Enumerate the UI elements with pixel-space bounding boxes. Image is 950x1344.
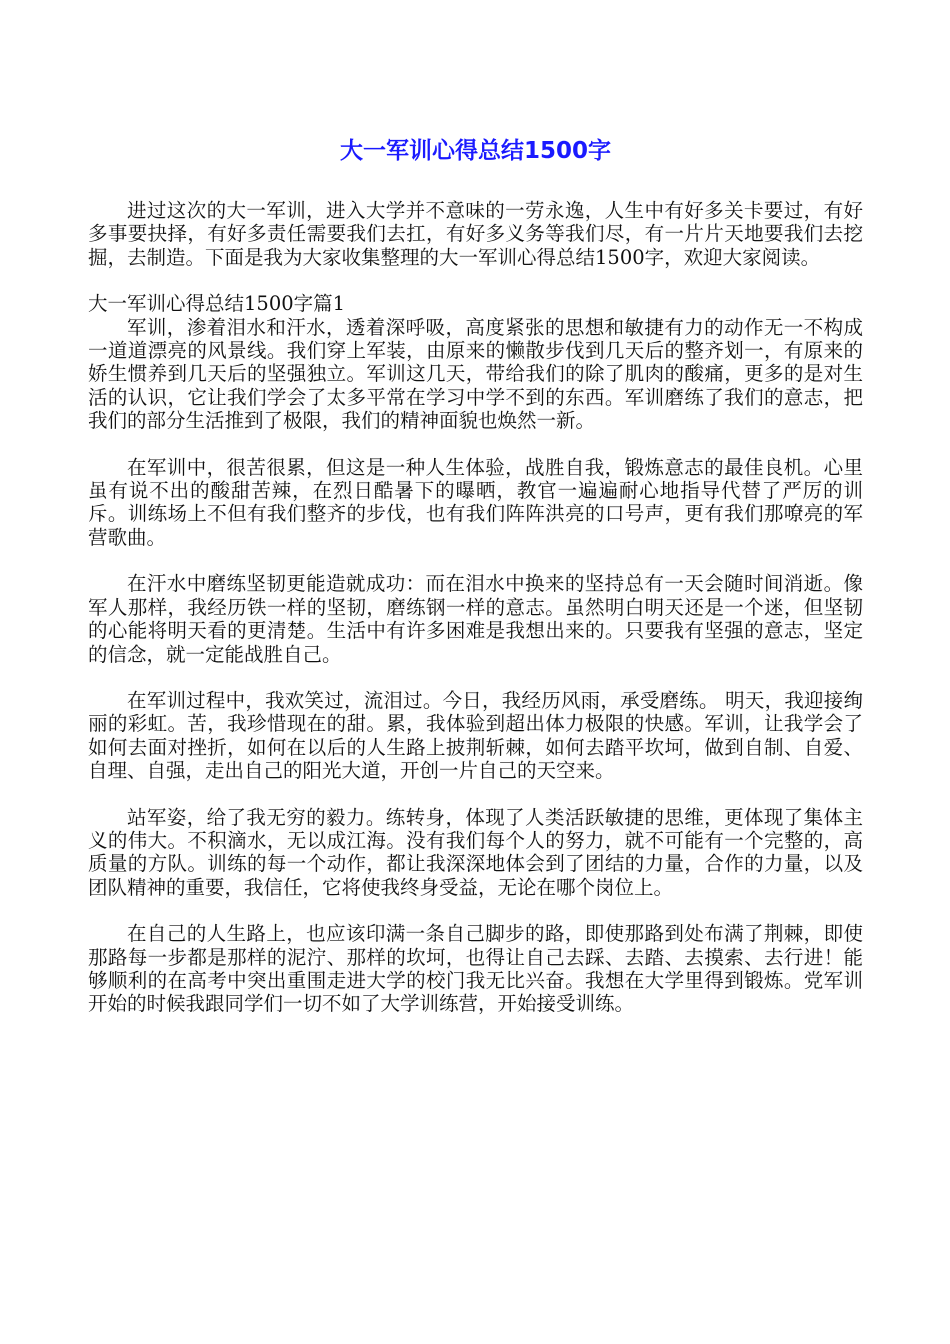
body-paragraph-4: 在军训过程中，我欢笑过，流泪过。今日，我经历风雨，承受磨练。 明天，我迎接绚丽的彩虹。苦，我珍惜现在的甜。累，我体验到超出体力极限的快感。军训，让我学会了如何去面对挫折，如何在以后的人生路上披荆斩棘，如何去踏平坎坷，做到自制、自爱、自理、自强，走出自己的阳光大道，开创一片自己的天空来。	[88, 688, 863, 783]
document-body	[88, 199, 863, 1016]
body-paragraph-2: 在军训中，很苦很累，但这是一种人生体验，战胜自我，锻炼意志的最佳良机。心里虽有说不出的酸甜苦辣，在烈日酷暑下的曝晒，教官一遍遍耐心地指导代替了严厉的训斥。训练场上不但有我们整齐的步伐，也有我们阵阵洪亮的口号声，更有我们那嘹亮的军营歌曲。	[88, 455, 863, 549]
paragraph-gap	[88, 549, 863, 572]
body-paragraph-3: 在汗水中磨练坚韧更能造就成功：而在泪水中换来的坚持总有一天会随时间消逝。像军人那样，我经历铁一样的坚韧，磨练钢一样的意志。虽然明白明天还是一个迷，但坚韧的心能将明天看的更清楚。生活中有许多困难是我想出来的。只要我有坚强的意志，坚定的信念，就一定能战胜自己。	[88, 572, 863, 666]
paragraph-gap	[88, 666, 863, 689]
section-heading: 大一军训心得总结1500字篇1	[88, 292, 346, 316]
document-title: 大一军训心得总结1500字	[339, 138, 611, 164]
paragraph-gap	[88, 899, 863, 922]
body-paragraph-5: 站军姿，给了我无穷的毅力。练转身，体现了人类活跃敏捷的思维，更体现了集体主义的伟大。不积滴水，无以成江海。没有我们每个人的努力，就不可能有一个完整的，高质量的方队。训练的每一个动作，都让我深深地体会到了团结的力量，合作的力量，以及团队精神的重要，我信任，它将使我终身受益，无论在哪个岗位上。	[88, 805, 863, 899]
paragraph-gap	[88, 433, 863, 456]
body-paragraph-6: 在自己的人生路上，也应该印满一条自己脚步的路，即使那路到处布满了荆棘，即使那路每一步都是那样的泥泞、那样的坎坷，也得让自己去踩、去踏、去摸索、去行进！能够顺利的在高考中突出重围走进大学的校门我无比兴奋。我想在大学里得到锻炼。党军训开始的时候我跟同学们一切不如了大学训练营，开始接受训练。	[88, 922, 863, 1016]
paragraph-gap	[88, 269, 863, 292]
paragraph-gap	[88, 783, 863, 806]
intro-paragraph: 进过这次的大一军训，进入大学并不意味的一劳永逸，人生中有好多关卡要过，有好多事要抉择，有好多责任需要我们去扛，有好多义务等我们尽，有一片片天地要我们去挖掘，去制造。下面是我为大家收集整理的大一军训心得总结1500字，欢迎大家阅读。	[88, 199, 863, 269]
body-paragraph-1: 军训，渗着泪水和汗水，透着深呼吸，高度紧张的思想和敏捷有力的动作无一不构成一道道漂亮的风景线。我们穿上军装，由原来的懒散步伐到几天后的整齐划一，有原来的娇生惯养到几天后的坚强独立。军训这几天，带给我们的除了肌肉的酸痛，更多的是对生活的认识，它让我们学会了太多平常在学习中学不到的东西。军训磨练了我们的意志，把我们的部分生活推到了极限，我们的精神面貌也焕然一新。	[88, 315, 863, 433]
